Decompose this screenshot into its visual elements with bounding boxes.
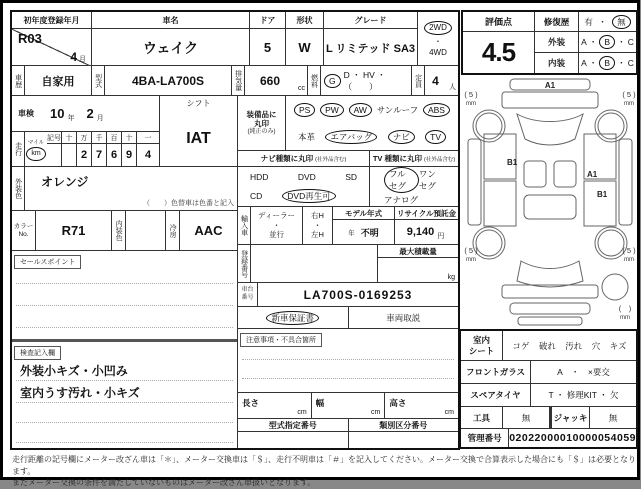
equipment-row-2 [286, 123, 458, 150]
capacity-unit: 人 [449, 84, 456, 91]
svg-text:mm: mm [624, 101, 634, 107]
evaluation-score-cell [463, 12, 535, 73]
registration-month-unit: 月 [79, 56, 86, 63]
shaken-label: 車検 [18, 109, 34, 118]
fuel-label: 燃料 [308, 66, 321, 95]
right-rear-mark: B1 [597, 190, 608, 199]
spare-tire-shape [602, 274, 628, 300]
mileage-digit: 2 [77, 144, 92, 166]
front-panel-mark: A1 [544, 81, 556, 90]
door-value: 5 [263, 40, 272, 55]
shaken-year-unit: 年 [67, 114, 75, 122]
repair-yes: 有 [584, 16, 593, 27]
model-code-cell [92, 66, 232, 95]
displacement-unit: cc [298, 85, 305, 92]
footer-note-line2: またメーター交換の条件を満たしていないものはメーター改ざん車扱いとなります。 [12, 478, 316, 488]
navi-cd: CD [250, 191, 263, 202]
chassis-no-row [238, 283, 458, 307]
svg-text:mm: mm [466, 101, 476, 107]
management-no-value: 02022000010000054059 [509, 432, 636, 444]
displacement-value: 660 [259, 73, 281, 88]
left-door-mark: B1 [507, 158, 518, 167]
equipment-row-1 [286, 96, 458, 123]
height-cell: 高さ cm [389, 398, 455, 416]
chassis-no-label: 車台 番号 [238, 283, 258, 306]
navi-dvd-play: DVD再生可 [282, 189, 335, 203]
color-no-label: カラー No. [12, 211, 36, 250]
model-year-value: 不明 [360, 227, 379, 238]
model-code-label: 型式 [92, 66, 105, 95]
registration-no-value [251, 245, 378, 282]
shape-value: W [298, 40, 311, 55]
shift-cell [160, 96, 237, 166]
fuel-cell [308, 66, 412, 95]
navi-hdd: HDD [250, 171, 269, 182]
inspector-note-line: 外装小キズ・小凹み [16, 362, 233, 381]
navi-tv-options-row [238, 167, 458, 207]
repair-no: 無 [612, 15, 631, 29]
classification-no-header: 類別区分番号 [379, 420, 428, 430]
import-handle-cell: 右H ・ 左H [303, 207, 333, 244]
shift-label: シフト [186, 99, 211, 108]
lower-middle-block [238, 96, 458, 448]
registration-year: R03 [18, 31, 42, 46]
shape-label: 形状 [286, 12, 323, 29]
car-damage-diagram [459, 77, 641, 329]
color-no-value: R71 [36, 211, 112, 250]
mileage-header-symbol: 記号 [47, 132, 62, 144]
door-cell [250, 12, 286, 65]
ac-label: 冷房 [166, 211, 180, 250]
mileage-label: 走行 [12, 132, 25, 166]
history-label: 車歴 [12, 66, 25, 95]
evaluation-score-value: 4.5 [481, 37, 516, 67]
mileage-symbol-value [47, 144, 62, 166]
chassis-no-value: LA700S-0169253 [303, 287, 413, 302]
interior-color-value [126, 211, 166, 250]
warranty-book-cell [238, 307, 349, 328]
repair-history-row: 修復歴 有 ・ 無 [535, 12, 636, 32]
mileage-row: 走行 記号 十 万 千 百 十 一 マイル km 2 7 6 9 4 [12, 132, 159, 166]
navi-sd: SD [345, 171, 357, 182]
header-row [12, 12, 458, 66]
inspector-note-line: 室内うす汚れ・小キズ [16, 381, 233, 403]
recycle-fee-cell: リサイクル預託金 9,140 円 [395, 207, 458, 244]
seat-label: 室内 シート [461, 331, 503, 360]
length-cell: 長さ cm [238, 393, 312, 418]
shape-cell [286, 12, 324, 65]
equip-navi: ナビ [388, 130, 415, 144]
recycle-fee-value: 9,140 [406, 226, 435, 238]
exterior-color-label: 外装色 [12, 167, 25, 210]
history-value: 自家用 [41, 75, 75, 88]
svg-text:mm: mm [620, 315, 630, 321]
inspector-notes-section [12, 342, 237, 448]
equip-leather: 本革 [298, 131, 316, 142]
shaken-month-unit: 月 [96, 114, 104, 122]
interior-color-label: 内装色 [112, 211, 126, 250]
tv-oneseg: ワンセグ [418, 169, 436, 191]
mileage-unit-cell [25, 132, 47, 166]
evaluation-box [461, 10, 638, 75]
fuel-options: D ・ HV ・（ ） [343, 69, 386, 92]
tv-analog: アナログ [384, 194, 419, 205]
exterior-grade-b: B [599, 35, 615, 49]
dimensions-row [238, 393, 458, 419]
shaken-year: 10 [50, 106, 65, 121]
grade-value: L リミテッド SA3 [325, 42, 416, 55]
drive-cell [418, 12, 458, 65]
svg-text:mm: mm [624, 257, 634, 263]
capacity-value: 4 [432, 73, 439, 88]
spec-row [12, 66, 458, 96]
equip-aw: AW [349, 103, 372, 117]
max-load-unit: kg [447, 274, 455, 281]
caution-section [238, 329, 458, 393]
ac-value: AAC [194, 223, 223, 238]
interior-grade-row: 内装 A ・ B ・ C [535, 53, 636, 73]
seat-condition-row [461, 331, 636, 361]
exterior-grade-row: 外装 A ・ B ・ C [535, 32, 636, 52]
registration-no-row [238, 245, 458, 283]
footer-notes [12, 454, 638, 489]
capacity-label: 定員 [412, 66, 425, 95]
width-cell: 幅 cm [312, 393, 386, 418]
equip-sunroof: サンルーフ [376, 104, 419, 115]
history-cell [12, 66, 92, 95]
navi-dvd: DVD [297, 171, 316, 182]
equipment-label: 装備品に 丸印 (純正のみ) [238, 96, 286, 150]
displacement-label: 排気量 [232, 66, 245, 95]
shaken-shift-block [12, 96, 237, 167]
tread-front-right: ( 5 ) [622, 90, 636, 99]
exterior-color-row [12, 167, 237, 211]
owner-manual-cell: 車両取説 [386, 312, 421, 323]
interior-grade-b: B [599, 56, 615, 70]
windshield-row: フロントガラス A ・ ×要交 [461, 361, 636, 384]
equip-ps: PS [294, 103, 315, 117]
equipment-row [238, 96, 458, 151]
tv-fullseg: フルセグ [384, 167, 419, 193]
capacity-cell [412, 66, 458, 95]
documents-row [238, 307, 458, 329]
door-label: ドア [250, 12, 285, 29]
right-front-mark: A1 [587, 170, 598, 179]
spare-tire-value: T ・ 修理KIT ・ 欠 [548, 390, 619, 400]
tv-type-header: TV 種類に丸印 (社外品含む) [372, 154, 456, 163]
drive-4wd: 4WD [429, 47, 447, 57]
shaken-month: 2 [86, 106, 94, 121]
equip-airbag: エアバッグ [325, 130, 377, 144]
import-dealer-cell: ディーラー ・ 並行 [251, 207, 303, 244]
tread-rear-right: ( 5 ) [622, 246, 636, 255]
car-name-value: ウェイク [142, 39, 199, 56]
windshield-value: A ・ ×要交 [557, 367, 610, 377]
designation-no-value [238, 432, 349, 448]
color-no-row [12, 211, 237, 251]
seat-options: コゲ 破れ 汚れ 穴 キズ [512, 340, 627, 351]
car-name-cell [92, 12, 250, 65]
sales-point-section [12, 251, 237, 339]
registration-cell [12, 12, 92, 65]
navi-type-header: ナビ種類に丸印 (社外品含む) [238, 151, 370, 166]
caution-label: 注意事項・不具合箇所 [240, 333, 322, 347]
shaken-row [12, 96, 159, 132]
displacement-cell [232, 66, 308, 95]
car-name-label: 車名 [92, 12, 249, 29]
model-year-cell: モデル年式 年 不明 [333, 207, 395, 244]
lower-left-block [12, 96, 238, 448]
grade-cell [324, 12, 418, 65]
inspector-notes-label: 検査記入欄 [14, 346, 61, 360]
exterior-color-note: （ ）色替車は色番と記入 [143, 200, 234, 207]
mileage-km-label: km [26, 147, 45, 161]
import-label: 輸入車 [238, 207, 251, 244]
management-no-row: 管理番号 02022000010000054059 [461, 429, 636, 447]
sales-point-label: セールスポイント [14, 255, 81, 269]
svg-text:mm: mm [466, 257, 476, 263]
warranty-book: 新車保証書 [266, 311, 319, 325]
condition-box [459, 329, 638, 449]
equip-pw: PW [320, 103, 344, 117]
jack-value: 無 [608, 412, 618, 423]
navi-tv-header-row [238, 151, 458, 167]
classification-no-value [349, 432, 459, 448]
drive-2wd: 2WD [424, 21, 452, 35]
equip-abs: ABS [423, 103, 450, 117]
registration-value [12, 29, 91, 66]
drive-dot: ・ [434, 36, 442, 46]
equip-tv: TV [425, 130, 446, 144]
grade-label: グレード [324, 12, 417, 29]
spare-tread: ( ) [618, 304, 632, 313]
evaluation-score-label: 評価点 [463, 12, 534, 32]
shift-value: IAT [186, 129, 211, 147]
spare-tire-row: スペアタイヤ T ・ 修理KIT ・ 欠 [461, 384, 636, 407]
exterior-color-value: オレンジ [41, 175, 89, 189]
main-table [10, 10, 460, 450]
designation-no-header: 型式指定番号 [238, 419, 349, 431]
tread-rear-left: ( 5 ) [464, 246, 478, 255]
registration-month: 4 [70, 50, 77, 64]
mileage-mile-label: マイル [27, 139, 45, 146]
import-row [238, 207, 458, 245]
fuel-gasoline: G [324, 74, 341, 88]
footer-note-line1: 走行距離の記号欄にメーター改ざん車は「＊」、メーター交換車は「＄」、走行不明車は「＃」を記入してください。メーター交換で合算表示した場合にも「＄」は必要となります。 [12, 455, 636, 476]
max-load-cell: 最大積載量 kg [378, 245, 458, 282]
tools-value: 無 [503, 407, 550, 428]
type-number-section [238, 419, 458, 448]
tools-jack-row: 工具 無 ジャッキ 無 [461, 407, 636, 429]
registration-label: 初年度登録年月 [12, 12, 91, 29]
registration-no-label: 登録番号 [238, 245, 251, 282]
tread-front-left: ( 5 ) [464, 90, 478, 99]
model-code-value: 4BA-LA700S [131, 73, 205, 88]
